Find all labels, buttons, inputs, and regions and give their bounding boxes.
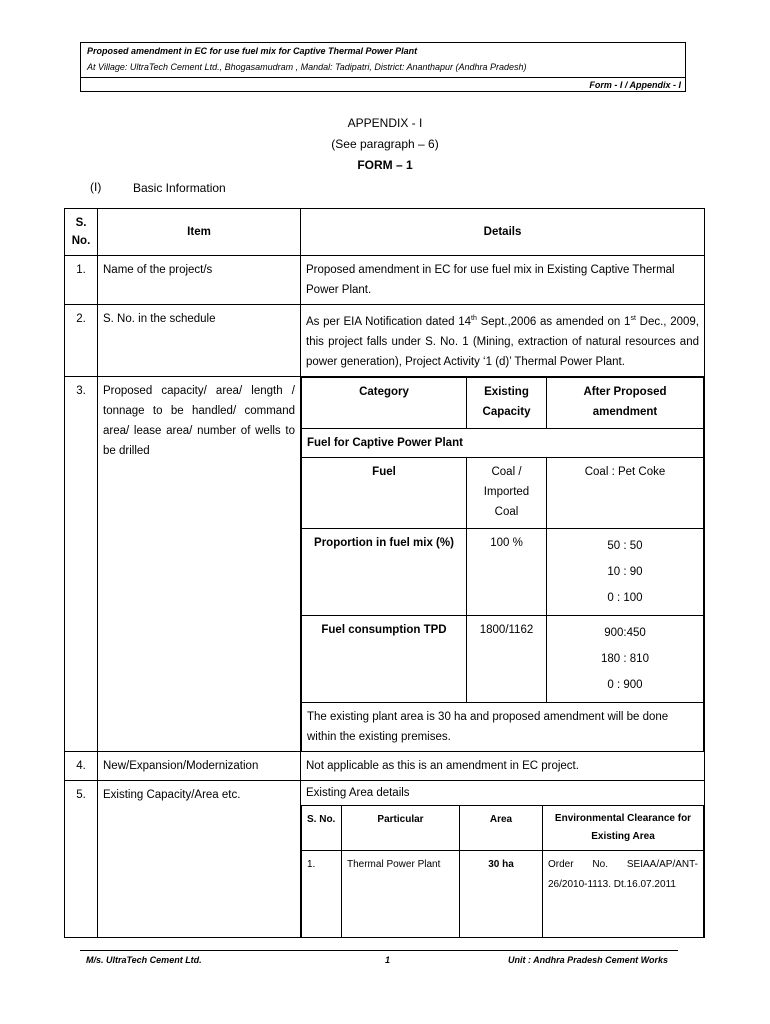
row-details xyxy=(301,780,705,937)
proportion-label: Proportion in fuel mix (%) xyxy=(302,528,467,615)
header-divider xyxy=(81,77,685,78)
row-details: Proposed amendment in EC for use fuel mix in Existing Captive Thermal Power Plant. xyxy=(301,256,705,305)
section-number: (I) xyxy=(90,180,102,194)
table-row xyxy=(65,305,705,377)
fuel-label: Fuel xyxy=(302,457,467,528)
row-item: New/Expansion/Modernization xyxy=(98,751,301,780)
table-row xyxy=(65,751,705,780)
row-sno: 4. xyxy=(65,751,98,780)
consumption-after: 900:450 180 : 810 0 : 900 xyxy=(547,615,704,702)
see-paragraph: (See paragraph – 6) xyxy=(331,137,439,151)
row-sno: 2. xyxy=(65,305,98,377)
section-label: Basic Information xyxy=(133,181,226,195)
basic-info-table xyxy=(64,208,705,938)
consumption-existing: 1800/1162 xyxy=(467,615,547,702)
area-row-particular: Thermal Power Plant xyxy=(342,850,460,937)
area-header-sno: S. No. xyxy=(302,805,342,850)
header-line-1: Proposed amendment in EC for use fuel mix for Captive Thermal Power Plant xyxy=(87,46,418,56)
table-row xyxy=(65,780,705,937)
row-details xyxy=(301,376,705,751)
row-item: Name of the project/s xyxy=(98,256,301,305)
footer-divider xyxy=(80,950,678,951)
header-line-3: Form - I / Appendix - I xyxy=(589,80,681,90)
area-header-area: Area xyxy=(460,805,543,850)
area-header-ec: Environmental Clearance for Existing Area xyxy=(543,805,704,850)
table-row xyxy=(65,376,705,751)
row-details: As per EIA Notification dated 14th Sept.,2006 as amended on 1st Dec., 2009, this project falls under S. No. 1 (Mining, extraction of natural resources and power generation), Project Activity ‘1 (d)’ Thermal Power Plant. xyxy=(301,305,705,377)
area-row-sno: 1. xyxy=(302,850,342,937)
appendix-title: APPENDIX - I xyxy=(347,116,423,130)
footer-company: M/s. UltraTech Cement Ltd. xyxy=(86,955,202,965)
area-row-area: 30 ha xyxy=(460,850,543,937)
existing-area-heading: Existing Area details xyxy=(306,786,410,799)
proportion-after: 50 : 50 10 : 90 0 : 100 xyxy=(547,528,704,615)
consumption-label: Fuel consumption TPD xyxy=(302,615,467,702)
header-sno: S. No. xyxy=(65,209,98,256)
row-sno: 5. xyxy=(65,780,98,937)
header-item: Item xyxy=(98,209,301,256)
fuel-header-category: Category xyxy=(302,377,467,428)
page-number: 1 xyxy=(385,955,391,965)
fuel-header-existing: Existing Capacity xyxy=(467,377,547,428)
plant-area-note: The existing plant area is 30 ha and proposed amendment will be done within the existing premises. xyxy=(302,702,704,751)
table-header-row xyxy=(65,209,705,256)
area-row-ec: Order No. SEIAA/AP/ANT-26/2010-1113. Dt.16.07.2011 xyxy=(543,850,704,937)
row-item: Proposed capacity/ area/ length / tonnage to be handled/ command area/ lease area/ number of wells to be drilled xyxy=(98,376,301,751)
row-item: S. No. in the schedule xyxy=(98,305,301,377)
proportion-existing: 100 % xyxy=(467,528,547,615)
row-sno: 1. xyxy=(65,256,98,305)
row-item: Existing Capacity/Area etc. xyxy=(98,780,301,937)
area-header-particular: Particular xyxy=(342,805,460,850)
page-header xyxy=(80,42,686,92)
row-sno: 3. xyxy=(65,376,98,751)
form-title: FORM – 1 xyxy=(357,158,413,172)
header-line-2: At Village: UltraTech Cement Ltd., Bhogasamudram , Mandal: Tadipatri, District: Ananthapur (Andhra Pradesh) xyxy=(87,62,527,72)
footer-unit: Unit : Andhra Pradesh Cement Works xyxy=(508,955,669,965)
existing-area-table xyxy=(301,805,704,937)
fuel-heading: Fuel for Captive Power Plant xyxy=(302,428,704,457)
table-row xyxy=(65,256,705,305)
header-details: Details xyxy=(301,209,705,256)
fuel-existing: Coal / Imported Coal xyxy=(467,457,547,528)
fuel-after: Coal : Pet Coke xyxy=(547,457,704,528)
fuel-table xyxy=(301,377,704,751)
fuel-header-after: After Proposed amendment xyxy=(547,377,704,428)
row-details: Not applicable as this is an amendment in EC project. xyxy=(301,751,705,780)
